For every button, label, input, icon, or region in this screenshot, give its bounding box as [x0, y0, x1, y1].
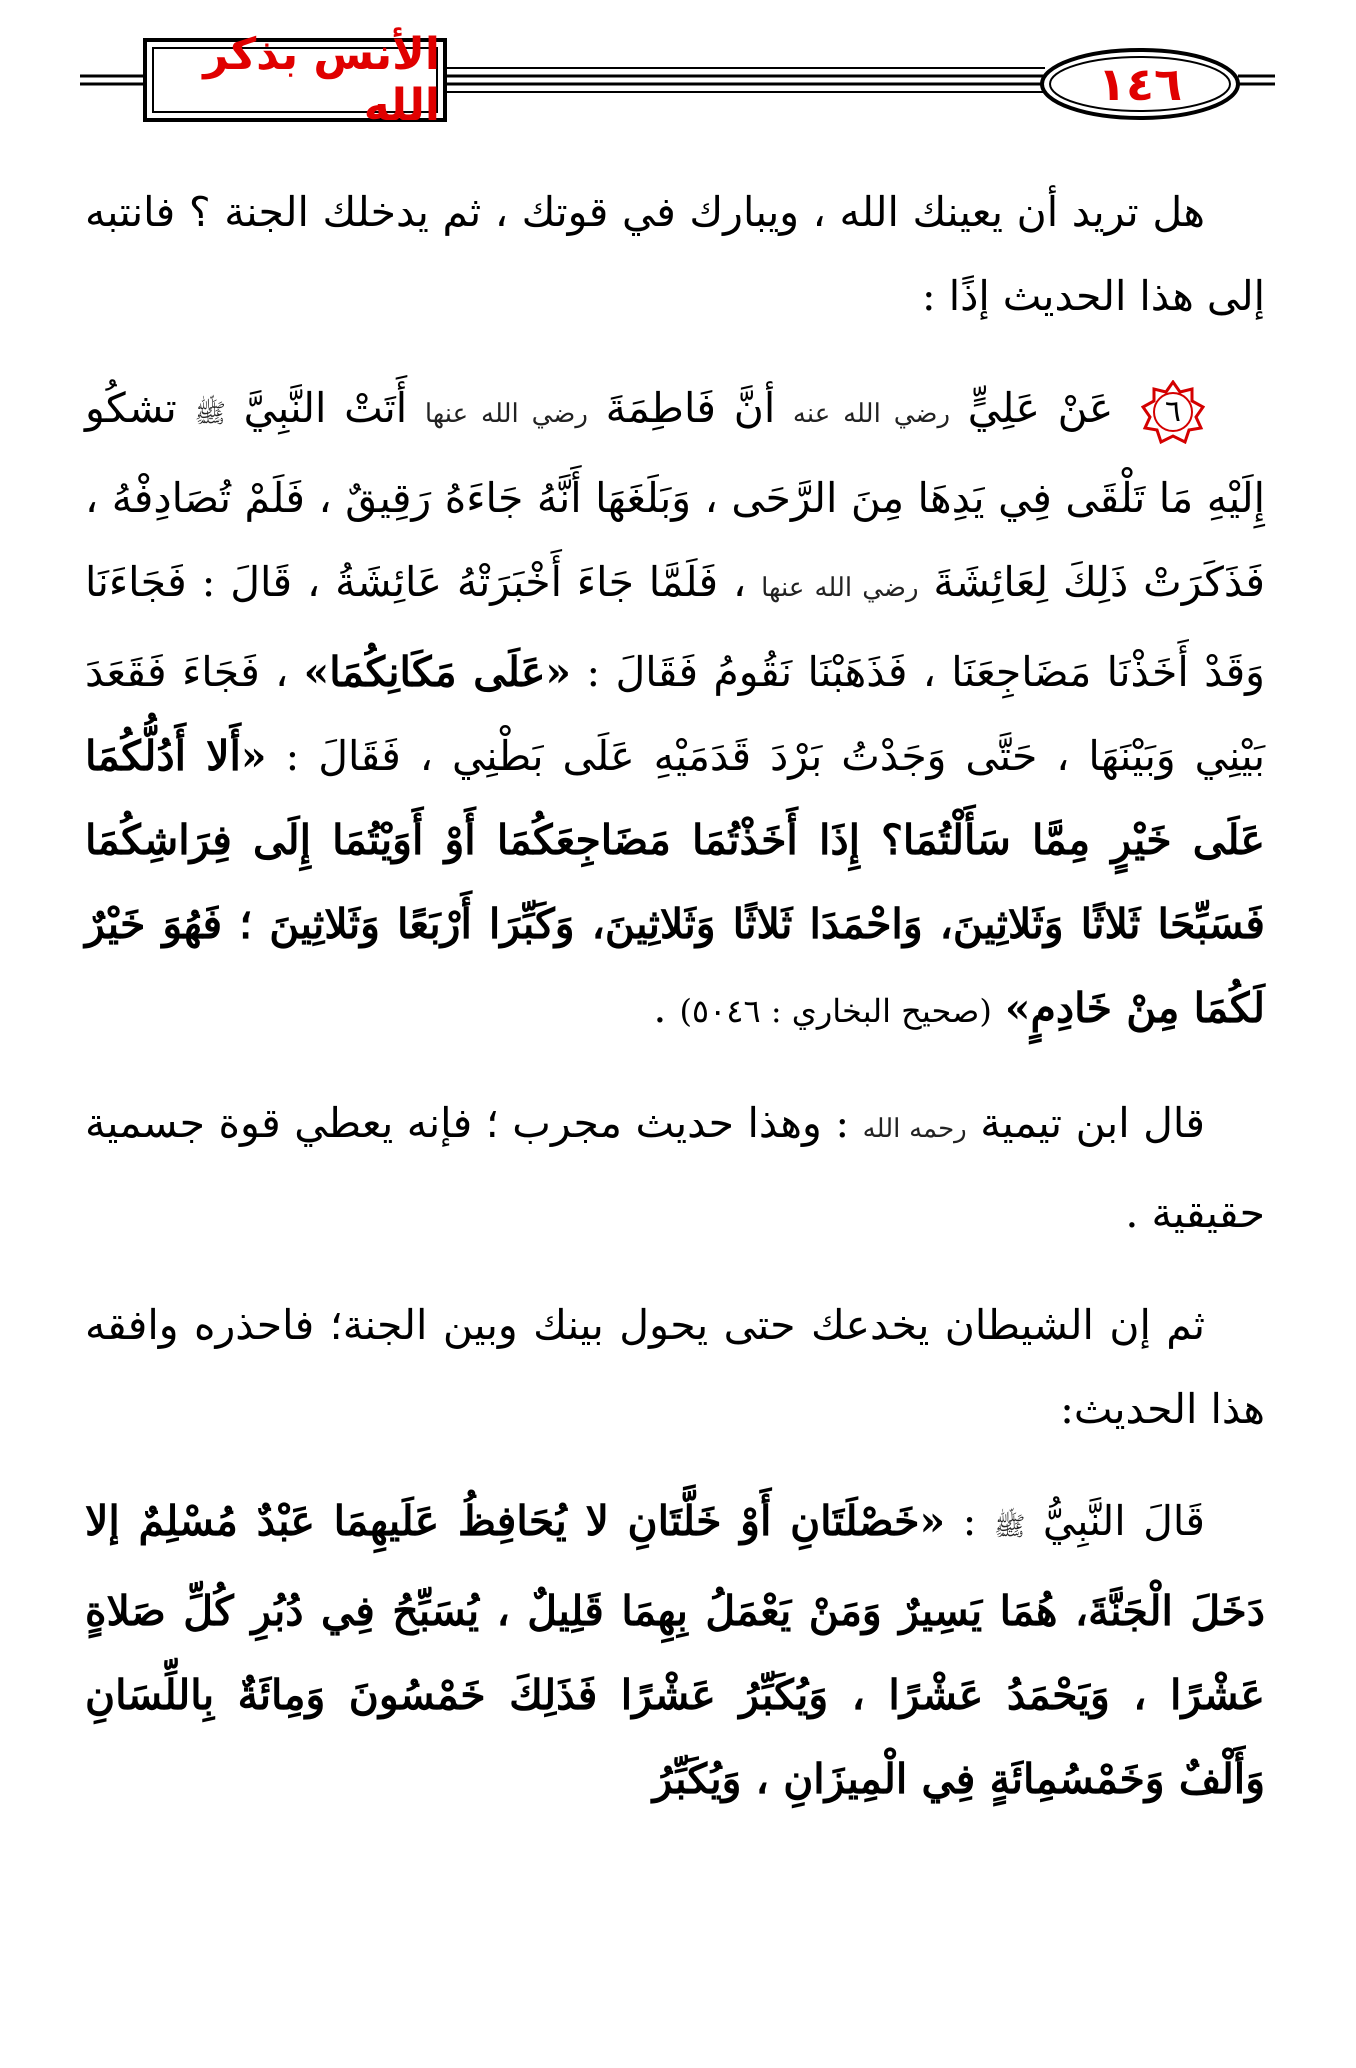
hadith-source: (صحيح البخاري : ٥٠٤٦)	[679, 992, 992, 1030]
hadith-6-text-3: أَتَتْ النَّبِيَّ	[243, 384, 408, 432]
page-number: ١٤٦	[1097, 57, 1183, 111]
hadith-number-badge	[1141, 380, 1205, 444]
hadith-6-end: .	[653, 984, 667, 1032]
shaytan-paragraph: ثم إن الشيطان يخدعك حتى يحول بينك وبين الجنة؛ فاحذره وافقه هذا الحديث:	[85, 1301, 1265, 1433]
hadith-6-text-6: ، فَجَاءَ فَقَعَدَ بَيْنِي وَبَيْنَهَا ، حَتَّى وَجَدْتُ بَرْدَ قَدَمَيْهِ عَلَى بَطْنِي ، فَقَالَ :	[85, 648, 1265, 780]
honorific-aisha: رضي الله عنها	[761, 573, 919, 603]
ibn-taymiyyah-paragraph	[85, 1081, 1265, 1255]
honorific-prophet-2: ﷺ	[993, 1512, 1026, 1542]
hadith-next-text-2: :	[962, 1497, 977, 1545]
hadith-6-text-1: عَنْ عَلِيٍّ	[967, 384, 1114, 432]
honorific-fatima: رضي الله عنها	[424, 399, 588, 429]
hadith-next-paragraph	[85, 1479, 1265, 1821]
hadith-6-paragraph	[85, 366, 1265, 1053]
ibn-taymiyyah-text-1: قال ابن تيمية	[980, 1099, 1205, 1147]
page-body	[85, 170, 1265, 1849]
hadith-6-text-2: أنَّ فَاطِمَةَ	[605, 384, 776, 432]
honorific-ali: رضي الله عنه	[792, 399, 951, 429]
hadith-6-text-4: تشكُو إِلَيْهِ مَا تَلْقَى فِي يَدِهَا مِنَ الرَّحَى ، وَبَلَغَهَا أَنَّهُ جَاءَهُ رَقِيقٌ ، فَلَمْ تُصَادِفْهُ ، فَذَكَرَتْ ذَلِكَ لِعَائِشَةَ	[85, 384, 1265, 606]
hadith-number: ٦	[1164, 393, 1182, 429]
page-header	[0, 0, 1356, 150]
prophet-quote-1: «عَلَى مَكَانِكُمَا»	[303, 648, 572, 696]
prophet-quote-3: «خَصْلَتَانِ أَوْ خَلَّتَانِ لا يُحَافِظُ عَلَيهِمَا عَبْدٌ مُسْلِمٌ إلا دَخَلَ الْجَنَّةَ، هُمَا يَسِيرٌ وَمَنْ يَعْمَلُ بِهِمَا قَلِيلٌ ، يُسَبِّحُ فِي دُبُرِ كُلِّ صَلاةٍ عَشْرًا ، وَيَحْمَدُ عَشْرًا ، وَيُكَبِّرُ عَشْرًا فَذَلِكَ خَمْسُونَ وَمِائَةٌ بِاللِّسَانِ وَأَلْفٌ وَخَمْسُمِائَةٍ فِي الْمِيزَانِ ، وَيُكَبِّرُ	[85, 1497, 1265, 1803]
ibn-taymiyyah-text-2: : وهذا حديث مجرب ؛ فإنه يعطي قوة جسمية حقيقية .	[85, 1099, 1265, 1237]
prophet-quote-2: «أَلا أَدُلُّكُمَا عَلَى خَيْرٍ مِمَّا سَأَلْتُمَا؟ إِذَا أَخَذْتُمَا مَضَاجِعَكُمَا أَوْ أَوَيْتُمَا إِلَى فِرَاشِكُمَا فَسَبِّحَا ثَلاثًا وَثَلاثِينَ، وَاحْمَدَا ثَلاثًا وَثَلاثِينَ، وَكَبِّرَا أَرْبَعًا وَثَلاثِينَ ؛ فَهُوَ خَيْرٌ لَكُمَا مِنْ خَادِمٍ»	[85, 732, 1265, 1032]
intro-paragraph: هل تريد أن يعينك الله ، ويبارك في قوتك ، ثم يدخلك الجنة ؟ فانتبه إلى هذا الحديث إذًا :	[85, 188, 1265, 320]
hadith-next-text-1: قَالَ النَّبِيُّ	[1042, 1497, 1205, 1545]
hadith-6-text-5: ، فَلَمَّا جَاءَ أَخْبَرَتْهُ عَائِشَةُ ، قَالَ : فَجَاءَنَا وَقَدْ أَخَذْنَا مَضَاجِعَنَا ، فَذَهَبْنَا نَقُومُ فَقَالَ :	[85, 558, 1265, 696]
book-title: الأنس بذكر الله	[203, 29, 440, 131]
honorific-prophet: ﷺ	[194, 399, 226, 429]
honorific-ibn-taymiyyah: رحمه الله	[862, 1114, 967, 1144]
